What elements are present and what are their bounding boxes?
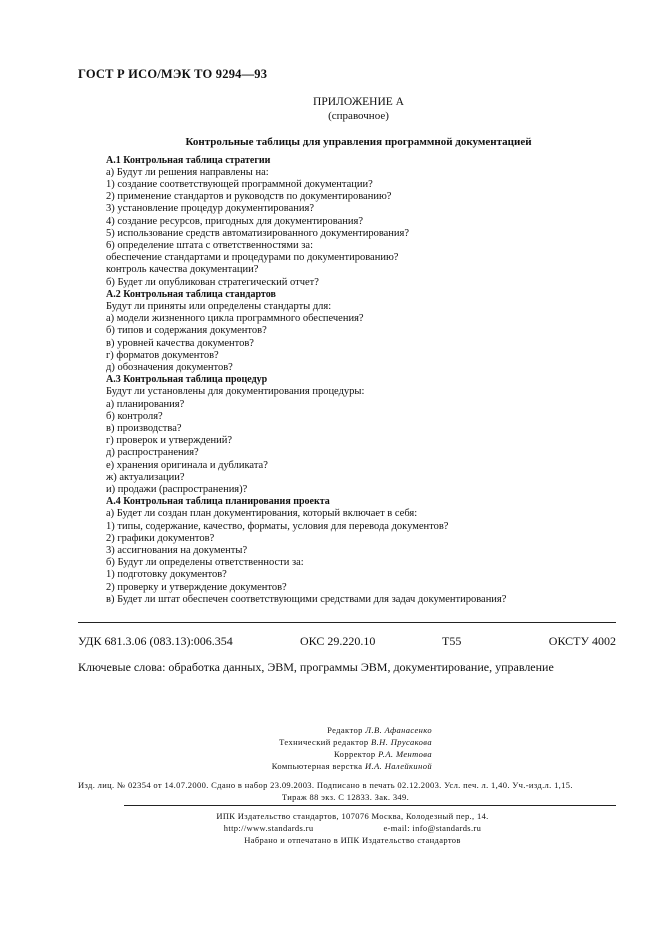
publisher-website[interactable]: http://www.standards.ru xyxy=(223,823,314,833)
checklist-item: б) контроля? xyxy=(106,410,163,422)
checklist-item: 4) создание ресурсов, пригодных для документирования? xyxy=(106,215,363,227)
checklist-item: 1) создание соответствующей программной документации? xyxy=(106,178,373,190)
checklist-item: д) распространения? xyxy=(106,447,199,459)
checklist-item: 6) определение штата с ответственностями за: xyxy=(106,239,314,251)
checklist-item: г) форматов документов? xyxy=(106,349,219,361)
appendix-main-title: Контрольные таблицы для управления программной документацией xyxy=(185,136,532,148)
credit-role: Редактор xyxy=(327,725,363,735)
checklist-item: 3) ассигнования на документы? xyxy=(106,545,248,556)
publisher-printed: Набрано и отпечатано в ИПК Издательство стандартов xyxy=(244,835,461,845)
credit-role: Технический редактор xyxy=(279,737,369,747)
imprint-line: Изд. лиц. № 02354 от 14.07.2000. Сдано в набор 23.09.2003. Подписано в печать 02.12.2003. Усл. печ. л. 1,40. Уч.-изд.л. 1,15. xyxy=(78,780,573,790)
checklists-block xyxy=(106,155,636,607)
checklist-item: б) типов и содержания документов? xyxy=(106,325,267,337)
udk-code: УДК 681.3.06 (083.13):006.354 xyxy=(78,634,233,648)
checklist-section-heading: А.4 Контрольная таблица планирования проекта xyxy=(106,496,330,508)
okstu-code: ОКСТУ 4002 xyxy=(548,634,616,648)
checklist-item: 1) подготовку документов? xyxy=(106,569,227,581)
classification-row xyxy=(78,634,616,650)
checklist-item: д) обозначения документов? xyxy=(106,361,233,373)
checklist-item: Будут ли приняты или определены стандарты для: xyxy=(106,300,332,312)
checklist-item: г) проверок и утверждений? xyxy=(106,435,232,447)
checklist-item: 2) проверку и утверждение документов? xyxy=(106,581,287,593)
group-code: Т55 xyxy=(442,634,462,648)
credit-role: Корректор xyxy=(334,749,376,759)
oks-code: ОКС 29.220.10 xyxy=(300,634,376,648)
checklist-item: а) модели жизненного цикла программного обеспечения? xyxy=(106,313,364,325)
checklist-item: 2) графики документов? xyxy=(106,532,215,544)
checklist-section-heading: А.3 Контрольная таблица процедур xyxy=(106,374,268,386)
credit-corrector xyxy=(334,749,432,759)
checklist-item: и) продажи (распространения)? xyxy=(106,483,248,495)
checklist-item: 1) типы, содержание, качество, форматы, условия для перевода документов? xyxy=(106,520,449,532)
checklist-item: 3) установление процедур документирования? xyxy=(106,203,314,215)
checklist-item: в) уровней качества документов? xyxy=(106,337,254,349)
checklist-item: в) Будет ли штат обеспечен соответствующими средствами для задач документирования? xyxy=(106,593,507,605)
divider-line xyxy=(124,805,616,806)
credit-layout xyxy=(272,761,432,771)
checklist-section-heading: А.1 Контрольная таблица стратегии xyxy=(106,154,271,166)
credit-name: В.Н. Прусакова xyxy=(371,737,432,747)
appendix-title: ПРИЛОЖЕНИЕ А xyxy=(313,96,404,108)
checklist-item: контроль качества документации? xyxy=(106,264,259,276)
imprint-line: Тираж 88 экз. С 12833. Зак. 349. xyxy=(281,792,410,802)
document-header: ГОСТ Р ИСО/МЭК ТО 9294—93 xyxy=(78,67,268,81)
checklist-item: в) производства? xyxy=(106,422,182,434)
credit-name: Л.В. Афанасенко xyxy=(365,725,432,735)
checklist-item: а) планирования? xyxy=(106,398,185,410)
credit-name: Р.А. Ментова xyxy=(378,749,432,759)
publisher-address: ИПК Издательство стандартов, 107076 Москва, Колодезный пер., 14. xyxy=(216,811,489,821)
checklist-item: б) Будут ли определены ответственности за: xyxy=(106,557,304,569)
credit-editor xyxy=(327,725,432,735)
keywords-line: Ключевые слова: обработка данных, ЭВМ, программы ЭВМ, документирование, управление xyxy=(78,660,554,674)
credit-tech-editor xyxy=(279,737,432,747)
checklist-item: а) Будут ли решения направлены на: xyxy=(106,166,269,178)
checklist-item: е) хранения оригинала и дубликата? xyxy=(106,459,268,471)
checklist-section-heading: А.2 Контрольная таблица стандартов xyxy=(106,288,276,300)
checklist-item: обеспечение стандартами и процедурами по документированию? xyxy=(106,252,399,264)
divider-line xyxy=(78,622,616,623)
checklist-item: ж) актуализации? xyxy=(106,471,185,483)
checklist-item: Будут ли установлены для документирования процедуры: xyxy=(106,386,365,398)
publisher-contacts xyxy=(0,823,661,833)
checklist-item: б) Будет ли опубликован стратегический отчет? xyxy=(106,276,319,288)
appendix-subtitle: (справочное) xyxy=(328,110,389,122)
checklist-item: 2) применение стандартов и руководств по документированию? xyxy=(106,191,392,203)
credit-name: И.А. Налейкиной xyxy=(365,761,432,771)
checklist-item: 5) использование средств автоматизированного документирования? xyxy=(106,227,410,239)
checklist-item: а) Будет ли создан план документирования, который включает в себя: xyxy=(106,508,418,520)
publisher-email[interactable]: e-mail: info@standards.ru xyxy=(383,823,482,833)
credit-role: Компьютерная верстка xyxy=(271,761,363,771)
